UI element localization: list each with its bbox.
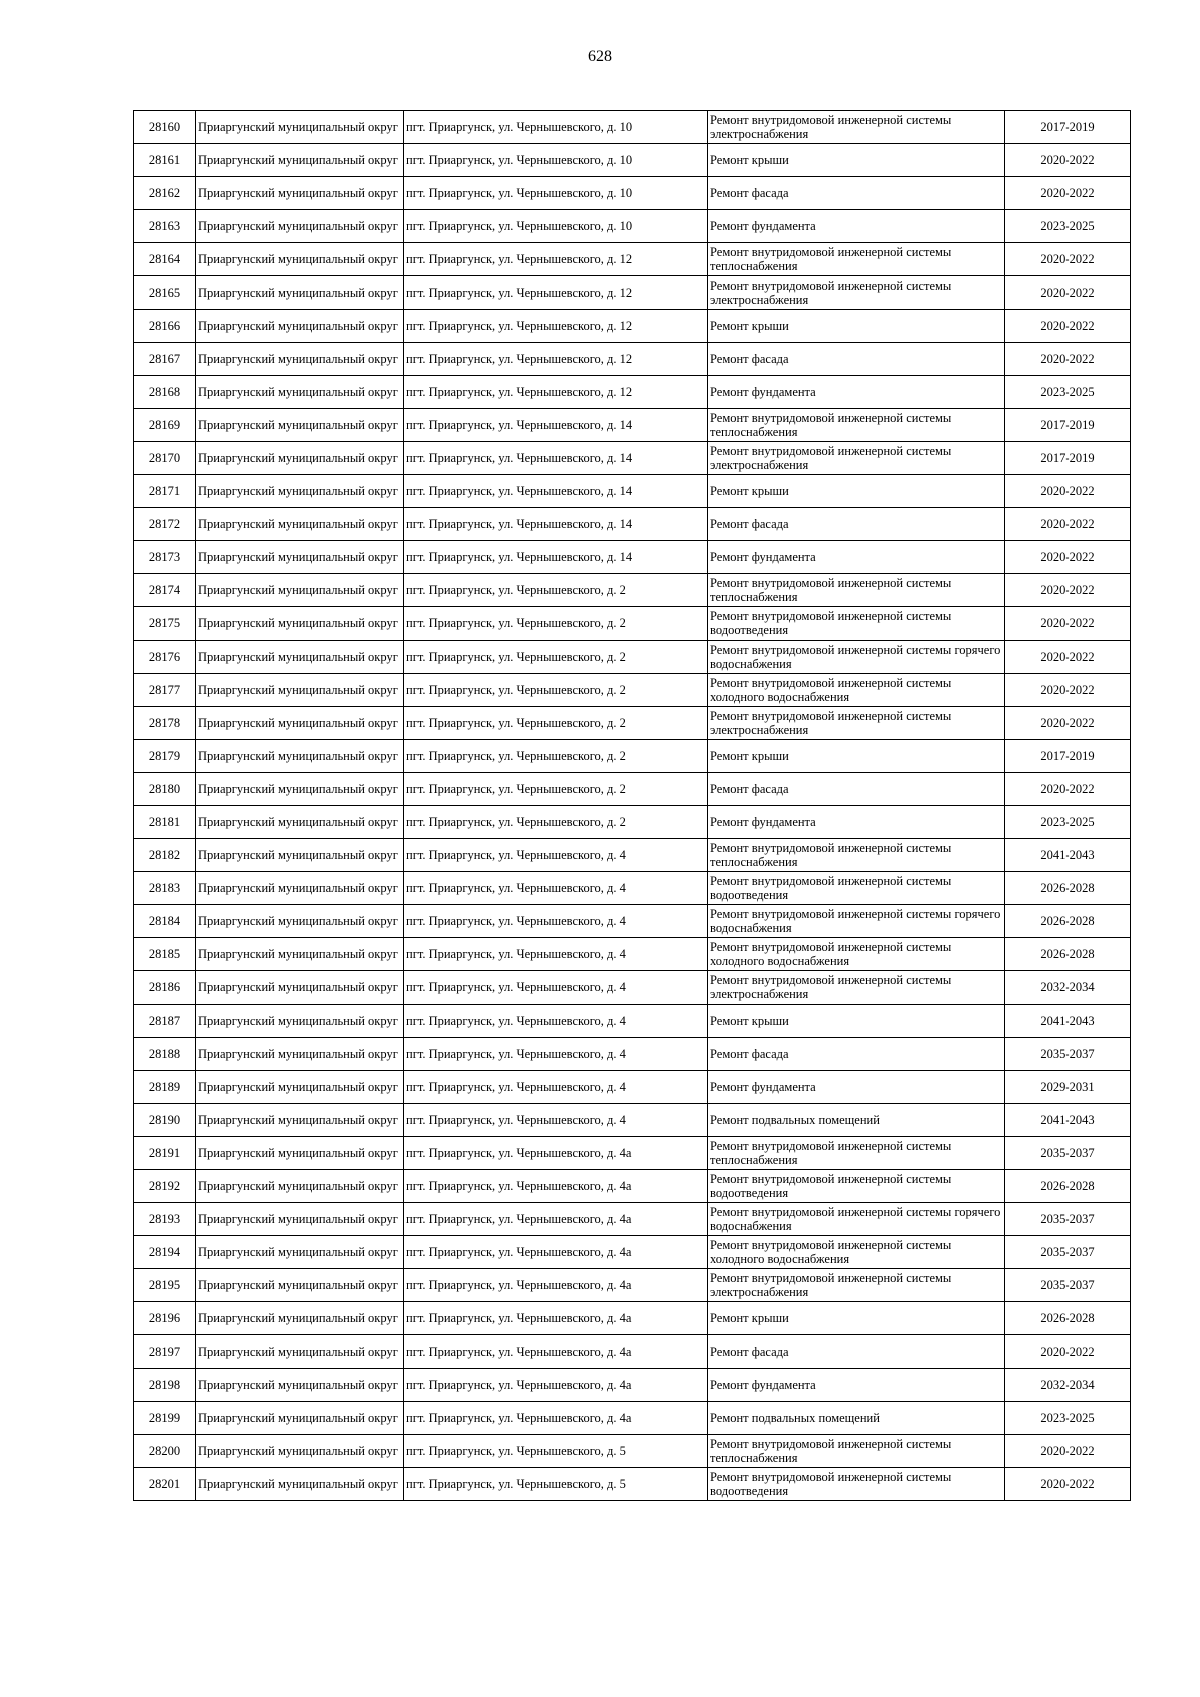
district-cell: Приаргунский муниципальный округ — [196, 938, 404, 971]
work-type-cell: Ремонт крыши — [708, 475, 1005, 508]
period-cell: 2020-2022 — [1005, 706, 1131, 739]
address-cell: пгт. Приаргунск, ул. Чернышевского, д. 4 — [404, 938, 708, 971]
work-type-cell: Ремонт фундамента — [708, 210, 1005, 243]
table-row — [134, 1434, 1131, 1467]
table-row — [134, 739, 1131, 772]
table-row — [134, 375, 1131, 408]
work-type-cell: Ремонт подвальных помещений — [708, 1103, 1005, 1136]
address-cell: пгт. Приаргунск, ул. Чернышевского, д. 10 — [404, 144, 708, 177]
district-cell: Приаргунский муниципальный округ — [196, 1004, 404, 1037]
table-row — [134, 441, 1131, 474]
table-row — [134, 309, 1131, 342]
period-cell: 2020-2022 — [1005, 276, 1131, 309]
work-type-cell: Ремонт фасада — [708, 1037, 1005, 1070]
address-cell: пгт. Приаргунск, ул. Чернышевского, д. 4а — [404, 1269, 708, 1302]
district-cell: Приаргунский муниципальный округ — [196, 1136, 404, 1169]
district-cell: Приаргунский муниципальный округ — [196, 839, 404, 872]
address-cell: пгт. Приаргунск, ул. Чернышевского, д. 2 — [404, 607, 708, 640]
table-row — [134, 971, 1131, 1004]
row-number-cell: 28192 — [134, 1170, 196, 1203]
row-number-cell: 28201 — [134, 1467, 196, 1500]
table-row — [134, 408, 1131, 441]
address-cell: пгт. Приаргунск, ул. Чернышевского, д. 4 — [404, 1070, 708, 1103]
table-row — [134, 706, 1131, 739]
period-cell: 2020-2022 — [1005, 1335, 1131, 1368]
district-cell: Приаргунский муниципальный округ — [196, 541, 404, 574]
row-number-cell: 28177 — [134, 673, 196, 706]
table-row — [134, 805, 1131, 838]
district-cell: Приаргунский муниципальный округ — [196, 1170, 404, 1203]
period-cell: 2020-2022 — [1005, 1467, 1131, 1500]
table-row — [134, 243, 1131, 276]
period-cell: 2041-2043 — [1005, 839, 1131, 872]
address-cell: пгт. Приаргунск, ул. Чернышевского, д. 10 — [404, 210, 708, 243]
work-type-cell: Ремонт внутридомовой инженерной системы горячего водоснабжения — [708, 905, 1005, 938]
table-row — [134, 1037, 1131, 1070]
work-type-cell: Ремонт фундамента — [708, 1368, 1005, 1401]
district-cell: Приаргунский муниципальный округ — [196, 1236, 404, 1269]
period-cell: 2020-2022 — [1005, 541, 1131, 574]
address-cell: пгт. Приаргунск, ул. Чернышевского, д. 4а — [404, 1302, 708, 1335]
address-cell: пгт. Приаргунск, ул. Чернышевского, д. 4 — [404, 1103, 708, 1136]
table-row — [134, 772, 1131, 805]
district-cell: Приаргунский муниципальный округ — [196, 1070, 404, 1103]
work-type-cell: Ремонт внутридомовой инженерной системы холодного водоснабжения — [708, 1236, 1005, 1269]
address-cell: пгт. Приаргунск, ул. Чернышевского, д. 2 — [404, 772, 708, 805]
work-type-cell: Ремонт внутридомовой инженерной системы электроснабжения — [708, 1269, 1005, 1302]
period-cell: 2017-2019 — [1005, 739, 1131, 772]
table-row — [134, 1070, 1131, 1103]
table-row — [134, 1236, 1131, 1269]
district-cell: Приаргунский муниципальный округ — [196, 375, 404, 408]
row-number-cell: 28181 — [134, 805, 196, 838]
district-cell: Приаргунский муниципальный округ — [196, 739, 404, 772]
row-number-cell: 28188 — [134, 1037, 196, 1070]
address-cell: пгт. Приаргунск, ул. Чернышевского, д. 12 — [404, 342, 708, 375]
work-type-cell: Ремонт фундамента — [708, 375, 1005, 408]
work-type-cell: Ремонт крыши — [708, 144, 1005, 177]
work-type-cell: Ремонт крыши — [708, 1004, 1005, 1037]
work-type-cell: Ремонт внутридомовой инженерной системы теплоснабжения — [708, 1434, 1005, 1467]
district-cell: Приаргунский муниципальный округ — [196, 111, 404, 144]
row-number-cell: 28174 — [134, 574, 196, 607]
district-cell: Приаргунский муниципальный округ — [196, 772, 404, 805]
work-type-cell: Ремонт внутридомовой инженерной системы водоотведения — [708, 607, 1005, 640]
table-row — [134, 1004, 1131, 1037]
district-cell: Приаргунский муниципальный округ — [196, 1203, 404, 1236]
table-row — [134, 276, 1131, 309]
table-row — [134, 144, 1131, 177]
period-cell: 2026-2028 — [1005, 1170, 1131, 1203]
table-row — [134, 839, 1131, 872]
district-cell: Приаргунский муниципальный округ — [196, 905, 404, 938]
district-cell: Приаргунский муниципальный округ — [196, 441, 404, 474]
work-type-cell: Ремонт фундамента — [708, 1070, 1005, 1103]
work-type-cell: Ремонт внутридомовой инженерной системы теплоснабжения — [708, 408, 1005, 441]
table-row — [134, 1401, 1131, 1434]
row-number-cell: 28198 — [134, 1368, 196, 1401]
table-row — [134, 508, 1131, 541]
period-cell: 2020-2022 — [1005, 640, 1131, 673]
table-row — [134, 541, 1131, 574]
district-cell: Приаргунский муниципальный округ — [196, 1434, 404, 1467]
address-cell: пгт. Приаргунск, ул. Чернышевского, д. 5 — [404, 1434, 708, 1467]
period-cell: 2026-2028 — [1005, 905, 1131, 938]
period-cell: 2035-2037 — [1005, 1269, 1131, 1302]
address-cell: пгт. Приаргунск, ул. Чернышевского, д. 12 — [404, 243, 708, 276]
period-cell: 2020-2022 — [1005, 673, 1131, 706]
period-cell: 2035-2037 — [1005, 1236, 1131, 1269]
work-type-cell: Ремонт фасада — [708, 177, 1005, 210]
period-cell: 2020-2022 — [1005, 508, 1131, 541]
period-cell: 2020-2022 — [1005, 607, 1131, 640]
work-type-cell: Ремонт внутридомовой инженерной системы водоотведения — [708, 1170, 1005, 1203]
period-cell: 2032-2034 — [1005, 1368, 1131, 1401]
district-cell: Приаргунский муниципальный округ — [196, 1335, 404, 1368]
period-cell: 2026-2028 — [1005, 872, 1131, 905]
row-number-cell: 28173 — [134, 541, 196, 574]
work-type-cell: Ремонт внутридомовой инженерной системы горячего водоснабжения — [708, 1203, 1005, 1236]
period-cell: 2020-2022 — [1005, 177, 1131, 210]
period-cell: 2032-2034 — [1005, 971, 1131, 1004]
period-cell: 2020-2022 — [1005, 475, 1131, 508]
work-type-cell: Ремонт внутридомовой инженерной системы теплоснабжения — [708, 574, 1005, 607]
address-cell: пгт. Приаргунск, ул. Чернышевского, д. 14 — [404, 475, 708, 508]
row-number-cell: 28160 — [134, 111, 196, 144]
table-row — [134, 574, 1131, 607]
address-cell: пгт. Приаргунск, ул. Чернышевского, д. 4а — [404, 1170, 708, 1203]
row-number-cell: 28200 — [134, 1434, 196, 1467]
address-cell: пгт. Приаргунск, ул. Чернышевского, д. 2 — [404, 706, 708, 739]
address-cell: пгт. Приаргунск, ул. Чернышевского, д. 4а — [404, 1236, 708, 1269]
table-row — [134, 640, 1131, 673]
work-type-cell: Ремонт внутридомовой инженерной системы электроснабжения — [708, 441, 1005, 474]
period-cell: 2020-2022 — [1005, 772, 1131, 805]
address-cell: пгт. Приаргунск, ул. Чернышевского, д. 12 — [404, 276, 708, 309]
table-row — [134, 475, 1131, 508]
table-row — [134, 905, 1131, 938]
district-cell: Приаргунский муниципальный округ — [196, 706, 404, 739]
address-cell: пгт. Приаргунск, ул. Чернышевского, д. 4а — [404, 1368, 708, 1401]
row-number-cell: 28190 — [134, 1103, 196, 1136]
row-number-cell: 28183 — [134, 872, 196, 905]
row-number-cell: 28167 — [134, 342, 196, 375]
work-type-cell: Ремонт внутридомовой инженерной системы горячего водоснабжения — [708, 640, 1005, 673]
work-type-cell: Ремонт внутридомовой инженерной системы водоотведения — [708, 872, 1005, 905]
district-cell: Приаргунский муниципальный округ — [196, 607, 404, 640]
work-type-cell: Ремонт крыши — [708, 739, 1005, 772]
work-type-cell: Ремонт внутридомовой инженерной системы теплоснабжения — [708, 1136, 1005, 1169]
work-type-cell: Ремонт фасада — [708, 1335, 1005, 1368]
address-cell: пгт. Приаргунск, ул. Чернышевского, д. 2 — [404, 673, 708, 706]
row-number-cell: 28168 — [134, 375, 196, 408]
district-cell: Приаргунский муниципальный округ — [196, 177, 404, 210]
table-row — [134, 1103, 1131, 1136]
row-number-cell: 28166 — [134, 309, 196, 342]
table-row — [134, 210, 1131, 243]
address-cell: пгт. Приаргунск, ул. Чернышевского, д. 4 — [404, 1004, 708, 1037]
table-body — [134, 111, 1131, 1501]
address-cell: пгт. Приаргунск, ул. Чернышевского, д. 4 — [404, 839, 708, 872]
period-cell: 2017-2019 — [1005, 111, 1131, 144]
period-cell: 2017-2019 — [1005, 441, 1131, 474]
work-type-cell: Ремонт внутридомовой инженерной системы электроснабжения — [708, 971, 1005, 1004]
table-row — [134, 1269, 1131, 1302]
district-cell: Приаргунский муниципальный округ — [196, 640, 404, 673]
address-cell: пгт. Приаргунск, ул. Чернышевского, д. 4 — [404, 905, 708, 938]
table-row — [134, 1467, 1131, 1500]
row-number-cell: 28191 — [134, 1136, 196, 1169]
table-row — [134, 1136, 1131, 1169]
row-number-cell: 28197 — [134, 1335, 196, 1368]
table-row — [134, 342, 1131, 375]
district-cell: Приаргунский муниципальный округ — [196, 1401, 404, 1434]
work-type-cell: Ремонт внутридомовой инженерной системы холодного водоснабжения — [708, 673, 1005, 706]
row-number-cell: 28162 — [134, 177, 196, 210]
work-type-cell: Ремонт фасада — [708, 342, 1005, 375]
district-cell: Приаргунский муниципальный округ — [196, 243, 404, 276]
period-cell: 2035-2037 — [1005, 1136, 1131, 1169]
district-cell: Приаргунский муниципальный округ — [196, 872, 404, 905]
period-cell: 2029-2031 — [1005, 1070, 1131, 1103]
work-type-cell: Ремонт внутридомовой инженерной системы теплоснабжения — [708, 839, 1005, 872]
period-cell: 2041-2043 — [1005, 1004, 1131, 1037]
district-cell: Приаргунский муниципальный округ — [196, 475, 404, 508]
row-number-cell: 28172 — [134, 508, 196, 541]
period-cell: 2017-2019 — [1005, 408, 1131, 441]
row-number-cell: 28176 — [134, 640, 196, 673]
work-type-cell: Ремонт фасада — [708, 508, 1005, 541]
period-cell: 2020-2022 — [1005, 309, 1131, 342]
district-cell: Приаргунский муниципальный округ — [196, 971, 404, 1004]
table-row — [134, 177, 1131, 210]
address-cell: пгт. Приаргунск, ул. Чернышевского, д. 14 — [404, 408, 708, 441]
address-cell: пгт. Приаргунск, ул. Чернышевского, д. 14 — [404, 541, 708, 574]
address-cell: пгт. Приаргунск, ул. Чернышевского, д. 4а — [404, 1203, 708, 1236]
row-number-cell: 28170 — [134, 441, 196, 474]
row-number-cell: 28199 — [134, 1401, 196, 1434]
district-cell: Приаргунский муниципальный округ — [196, 1302, 404, 1335]
district-cell: Приаргунский муниципальный округ — [196, 1467, 404, 1500]
address-cell: пгт. Приаргунск, ул. Чернышевского, д. 4а — [404, 1401, 708, 1434]
row-number-cell: 28184 — [134, 905, 196, 938]
period-cell: 2020-2022 — [1005, 243, 1131, 276]
table-row — [134, 1170, 1131, 1203]
address-cell: пгт. Приаргунск, ул. Чернышевского, д. 4а — [404, 1136, 708, 1169]
period-cell: 2035-2037 — [1005, 1037, 1131, 1070]
address-cell: пгт. Приаргунск, ул. Чернышевского, д. 2 — [404, 574, 708, 607]
address-cell: пгт. Приаргунск, ул. Чернышевского, д. 10 — [404, 111, 708, 144]
district-cell: Приаргунский муниципальный округ — [196, 309, 404, 342]
row-number-cell: 28195 — [134, 1269, 196, 1302]
address-cell: пгт. Приаргунск, ул. Чернышевского, д. 2 — [404, 739, 708, 772]
row-number-cell: 28193 — [134, 1203, 196, 1236]
address-cell: пгт. Приаргунск, ул. Чернышевского, д. 14 — [404, 508, 708, 541]
district-cell: Приаргунский муниципальный округ — [196, 574, 404, 607]
row-number-cell: 28164 — [134, 243, 196, 276]
district-cell: Приаргунский муниципальный округ — [196, 508, 404, 541]
table-row — [134, 938, 1131, 971]
address-cell: пгт. Приаргунск, ул. Чернышевского, д. 4 — [404, 872, 708, 905]
row-number-cell: 28179 — [134, 739, 196, 772]
district-cell: Приаргунский муниципальный округ — [196, 1269, 404, 1302]
address-cell: пгт. Приаргунск, ул. Чернышевского, д. 5 — [404, 1467, 708, 1500]
table-row — [134, 1335, 1131, 1368]
table-row — [134, 607, 1131, 640]
address-cell: пгт. Приаргунск, ул. Чернышевского, д. 12 — [404, 309, 708, 342]
period-cell: 2020-2022 — [1005, 574, 1131, 607]
repair-schedule-table — [133, 110, 1131, 1501]
period-cell: 2020-2022 — [1005, 144, 1131, 177]
work-type-cell: Ремонт фундамента — [708, 805, 1005, 838]
address-cell: пгт. Приаргунск, ул. Чернышевского, д. 14 — [404, 441, 708, 474]
period-cell: 2023-2025 — [1005, 210, 1131, 243]
district-cell: Приаргунский муниципальный округ — [196, 276, 404, 309]
row-number-cell: 28178 — [134, 706, 196, 739]
row-number-cell: 28187 — [134, 1004, 196, 1037]
row-number-cell: 28189 — [134, 1070, 196, 1103]
row-number-cell: 28163 — [134, 210, 196, 243]
table-row — [134, 1368, 1131, 1401]
period-cell: 2023-2025 — [1005, 1401, 1131, 1434]
work-type-cell: Ремонт крыши — [708, 1302, 1005, 1335]
period-cell: 2041-2043 — [1005, 1103, 1131, 1136]
work-type-cell: Ремонт крыши — [708, 309, 1005, 342]
row-number-cell: 28182 — [134, 839, 196, 872]
address-cell: пгт. Приаргунск, ул. Чернышевского, д. 4а — [404, 1335, 708, 1368]
address-cell: пгт. Приаргунск, ул. Чернышевского, д. 2 — [404, 805, 708, 838]
district-cell: Приаргунский муниципальный округ — [196, 408, 404, 441]
address-cell: пгт. Приаргунск, ул. Чернышевского, д. 4 — [404, 971, 708, 1004]
work-type-cell: Ремонт внутридомовой инженерной системы электроснабжения — [708, 111, 1005, 144]
row-number-cell: 28196 — [134, 1302, 196, 1335]
period-cell: 2020-2022 — [1005, 342, 1131, 375]
district-cell: Приаргунский муниципальный округ — [196, 673, 404, 706]
work-type-cell: Ремонт фасада — [708, 772, 1005, 805]
period-cell: 2023-2025 — [1005, 375, 1131, 408]
address-cell: пгт. Приаргунск, ул. Чернышевского, д. 10 — [404, 177, 708, 210]
table-row — [134, 872, 1131, 905]
period-cell: 2026-2028 — [1005, 1302, 1131, 1335]
district-cell: Приаргунский муниципальный округ — [196, 1037, 404, 1070]
work-type-cell: Ремонт внутридомовой инженерной системы водоотведения — [708, 1467, 1005, 1500]
row-number-cell: 28171 — [134, 475, 196, 508]
row-number-cell: 28169 — [134, 408, 196, 441]
period-cell: 2026-2028 — [1005, 938, 1131, 971]
district-cell: Приаргунский муниципальный округ — [196, 210, 404, 243]
page-number: 628 — [588, 48, 612, 65]
period-cell: 2035-2037 — [1005, 1203, 1131, 1236]
district-cell: Приаргунский муниципальный округ — [196, 1368, 404, 1401]
row-number-cell: 28165 — [134, 276, 196, 309]
district-cell: Приаргунский муниципальный округ — [196, 1103, 404, 1136]
table-row — [134, 111, 1131, 144]
table-row — [134, 673, 1131, 706]
district-cell: Приаргунский муниципальный округ — [196, 805, 404, 838]
address-cell: пгт. Приаргунск, ул. Чернышевского, д. 12 — [404, 375, 708, 408]
period-cell: 2023-2025 — [1005, 805, 1131, 838]
work-type-cell: Ремонт внутридомовой инженерной системы холодного водоснабжения — [708, 938, 1005, 971]
period-cell: 2020-2022 — [1005, 1434, 1131, 1467]
district-cell: Приаргунский муниципальный округ — [196, 342, 404, 375]
work-type-cell: Ремонт подвальных помещений — [708, 1401, 1005, 1434]
row-number-cell: 28185 — [134, 938, 196, 971]
row-number-cell: 28180 — [134, 772, 196, 805]
row-number-cell: 28194 — [134, 1236, 196, 1269]
row-number-cell: 28186 — [134, 971, 196, 1004]
work-type-cell: Ремонт внутридомовой инженерной системы теплоснабжения — [708, 243, 1005, 276]
work-type-cell: Ремонт внутридомовой инженерной системы электроснабжения — [708, 276, 1005, 309]
work-type-cell: Ремонт внутридомовой инженерной системы электроснабжения — [708, 706, 1005, 739]
address-cell: пгт. Приаргунск, ул. Чернышевского, д. 2 — [404, 640, 708, 673]
district-cell: Приаргунский муниципальный округ — [196, 144, 404, 177]
row-number-cell: 28175 — [134, 607, 196, 640]
table-row — [134, 1203, 1131, 1236]
address-cell: пгт. Приаргунск, ул. Чернышевского, д. 4 — [404, 1037, 708, 1070]
table-row — [134, 1302, 1131, 1335]
work-type-cell: Ремонт фундамента — [708, 541, 1005, 574]
row-number-cell: 28161 — [134, 144, 196, 177]
